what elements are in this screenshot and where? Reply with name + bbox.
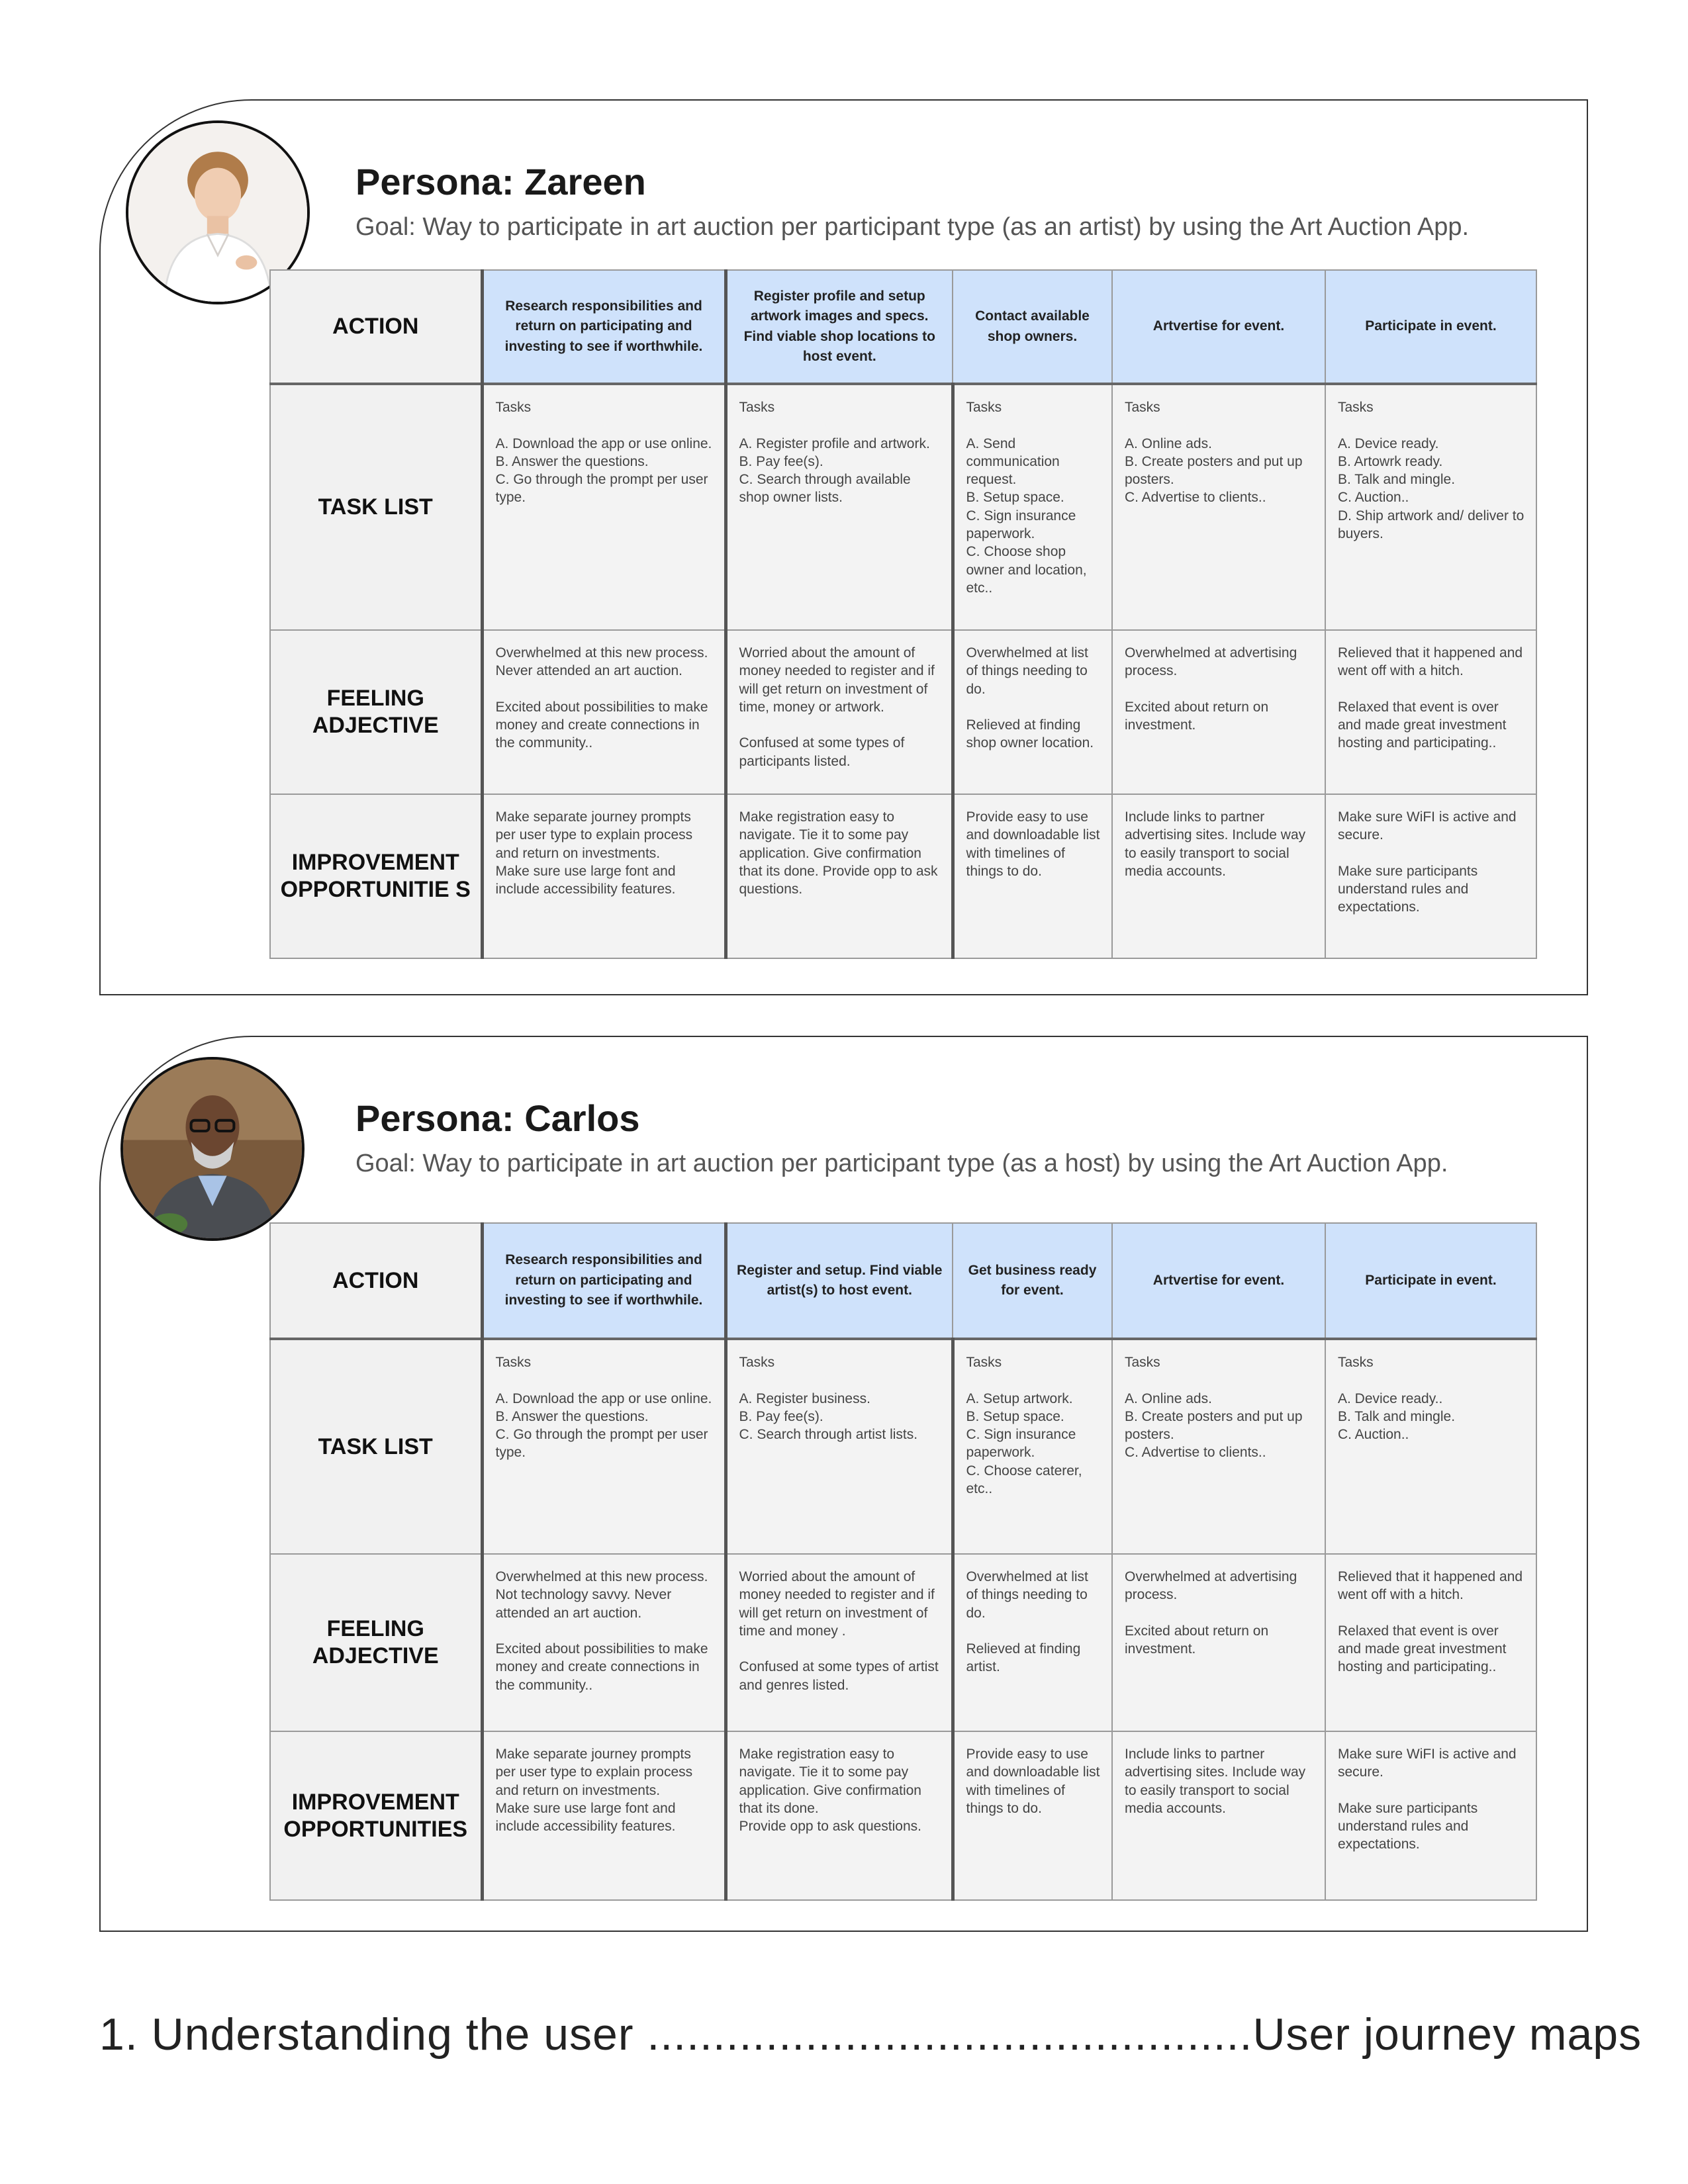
task-list-row [270,384,1536,630]
action-cell: Participate in event. [1325,1223,1536,1339]
action-row [270,270,1536,384]
action-cell: Research responsibilities and return on participating and investing to see if worthwhile. [482,1223,726,1339]
feeling-cell: Overwhelmed at list of things needing to do. Relieved at finding artist. [953,1554,1112,1731]
improvement-cell: Provide easy to use and downloadable list with timelines of things to do. [953,1731,1112,1900]
persona-goal: Goal: Way to participate in art auction per participant type (as a host) by using the Art Auction App. [355,1150,1448,1177]
task-cell: Tasks A. Online ads. B. Create posters and put up posters. C. Advertise to clients.. [1112,1339,1325,1554]
journey-map-table [269,269,1537,959]
persona-avatar-carlos [120,1057,305,1241]
row-label-task-list: TASK LIST [270,384,482,630]
feeling-cell: Overwhelmed at advertising process. Excited about return on investment. [1112,630,1325,794]
task-cell: Tasks A. Download the app or use online. B. Answer the questions. C. Go through the prompt per user type. [482,1339,726,1554]
improvement-row [270,1731,1536,1900]
action-cell: Participate in event. [1325,270,1536,384]
action-row [270,1223,1536,1339]
feeling-cell: Relieved that it happened and went off with a hitch. Relaxed that event is over and made great investment hosting and participating.. [1325,1554,1536,1731]
persona-card-zareen [99,99,1588,995]
section-footer: 1. Understanding the user ..............................................User journey maps [99,2009,1642,2060]
action-cell: Register and setup. Find viable artist(s) to host event. [726,1223,953,1339]
task-cell: Tasks A. Register business. B. Pay fee(s). C. Search through artist lists. [726,1339,953,1554]
feeling-cell: Worried about the amount of money needed to register and if will get return on investment of time, money or artwork. Confused at some types of participants listed. [726,630,953,794]
task-cell: Tasks A. Device ready.. B. Talk and mingle. C. Auction.. [1325,1339,1536,1554]
persona-title: Persona: Carlos [355,1097,640,1139]
improvement-cell: Make separate journey prompts per user type to explain process and return on investments. Make sure use large font and include accessibility features. [482,1731,726,1900]
feeling-cell: Overwhelmed at advertising process. Excited about return on investment. [1112,1554,1325,1731]
feeling-cell: Relieved that it happened and went off with a hitch. Relaxed that event is over and made great investment hosting and participating.. [1325,630,1536,794]
improvement-cell: Include links to partner advertising sites. Include way to easily transport to social media accounts. [1112,794,1325,958]
improvement-cell: Make registration easy to navigate. Tie it to some pay application. Give confirmation that its done. Provide opp to ask questions. [726,1731,953,1900]
action-cell: Register profile and setup artwork images and specs. Find viable shop locations to host event. [726,270,953,384]
persona-goal: Goal: Way to participate in art auction per participant type (as an artist) by using the Art Auction App. [355,213,1470,241]
persona-title: Persona: Zareen [355,161,646,203]
action-cell: Research responsibilities and return on participating and investing to see if worthwhile. [482,270,726,384]
row-label-feeling: FEELING ADJECTIVE [270,630,482,794]
feeling-cell: Overwhelmed at this new process. Not technology savvy. Never attended an art auction. Excited about possibilities to make money and create connections in the community.. [482,1554,726,1731]
task-list-row [270,1339,1536,1554]
task-cell: Tasks A. Device ready. B. Artowrk ready. B. Talk and mingle. C. Auction.. D. Ship artwork and/ deliver to buyers. [1325,384,1536,630]
improvement-row [270,794,1536,958]
feeling-cell: Overwhelmed at this new process. Never attended an art auction. Excited about possibilities to make money and create connections in the community.. [482,630,726,794]
man-portrait-icon [123,1060,302,1238]
feeling-row [270,1554,1536,1731]
action-cell: Contact available shop owners. [953,270,1112,384]
row-label-improvement: IMPROVEMENT OPPORTUNITIES [270,1731,482,1900]
persona-card-carlos [99,1036,1588,1932]
task-cell: Tasks A. Online ads. B. Create posters and put up posters. C. Advertise to clients.. [1112,384,1325,630]
journey-map-table [269,1222,1537,1901]
feeling-cell: Worried about the amount of money needed to register and if will get return on investment of time and money . Confused at some types of artist and genres listed. [726,1554,953,1731]
feeling-row [270,630,1536,794]
improvement-cell: Make sure WiFI is active and secure. Make sure participants understand rules and expectations. [1325,1731,1536,1900]
row-label-action: ACTION [270,270,482,384]
improvement-cell: Make separate journey prompts per user type to explain process and return on investments. Make sure use large font and include accessibility features. [482,794,726,958]
row-label-task-list: TASK LIST [270,1339,482,1554]
improvement-cell: Provide easy to use and downloadable list with timelines of things to do. [953,794,1112,958]
feeling-cell: Overwhelmed at list of things needing to do. Relieved at finding shop owner location. [953,630,1112,794]
action-cell: Artvertise for event. [1112,1223,1325,1339]
task-cell: Tasks A. Setup artwork. B. Setup space. C. Sign insurance paperwork. C. Choose caterer, etc.. [953,1339,1112,1554]
task-cell: Tasks A. Send communication request. B. Setup space. C. Sign insurance paperwork. C. Choose shop owner and location, etc.. [953,384,1112,630]
row-label-action: ACTION [270,1223,482,1339]
row-label-improvement: IMPROVEMENT OPPORTUNITIE S [270,794,482,958]
row-label-feeling: FEELING ADJECTIVE [270,1554,482,1731]
task-cell: Tasks A. Download the app or use online. B. Answer the questions. C. Go through the prompt per user type. [482,384,726,630]
action-cell: Artvertise for event. [1112,270,1325,384]
task-cell: Tasks A. Register profile and artwork. B. Pay fee(s). C. Search through available shop owner lists. [726,384,953,630]
action-cell: Get business ready for event. [953,1223,1112,1339]
improvement-cell: Make sure WiFI is active and secure. Make sure participants understand rules and expectations. [1325,794,1536,958]
improvement-cell: Include links to partner advertising sites. Include way to easily transport to social media accounts. [1112,1731,1325,1900]
improvement-cell: Make registration easy to navigate. Tie it to some pay application. Give confirmation that its done. Provide opp to ask questions. [726,794,953,958]
